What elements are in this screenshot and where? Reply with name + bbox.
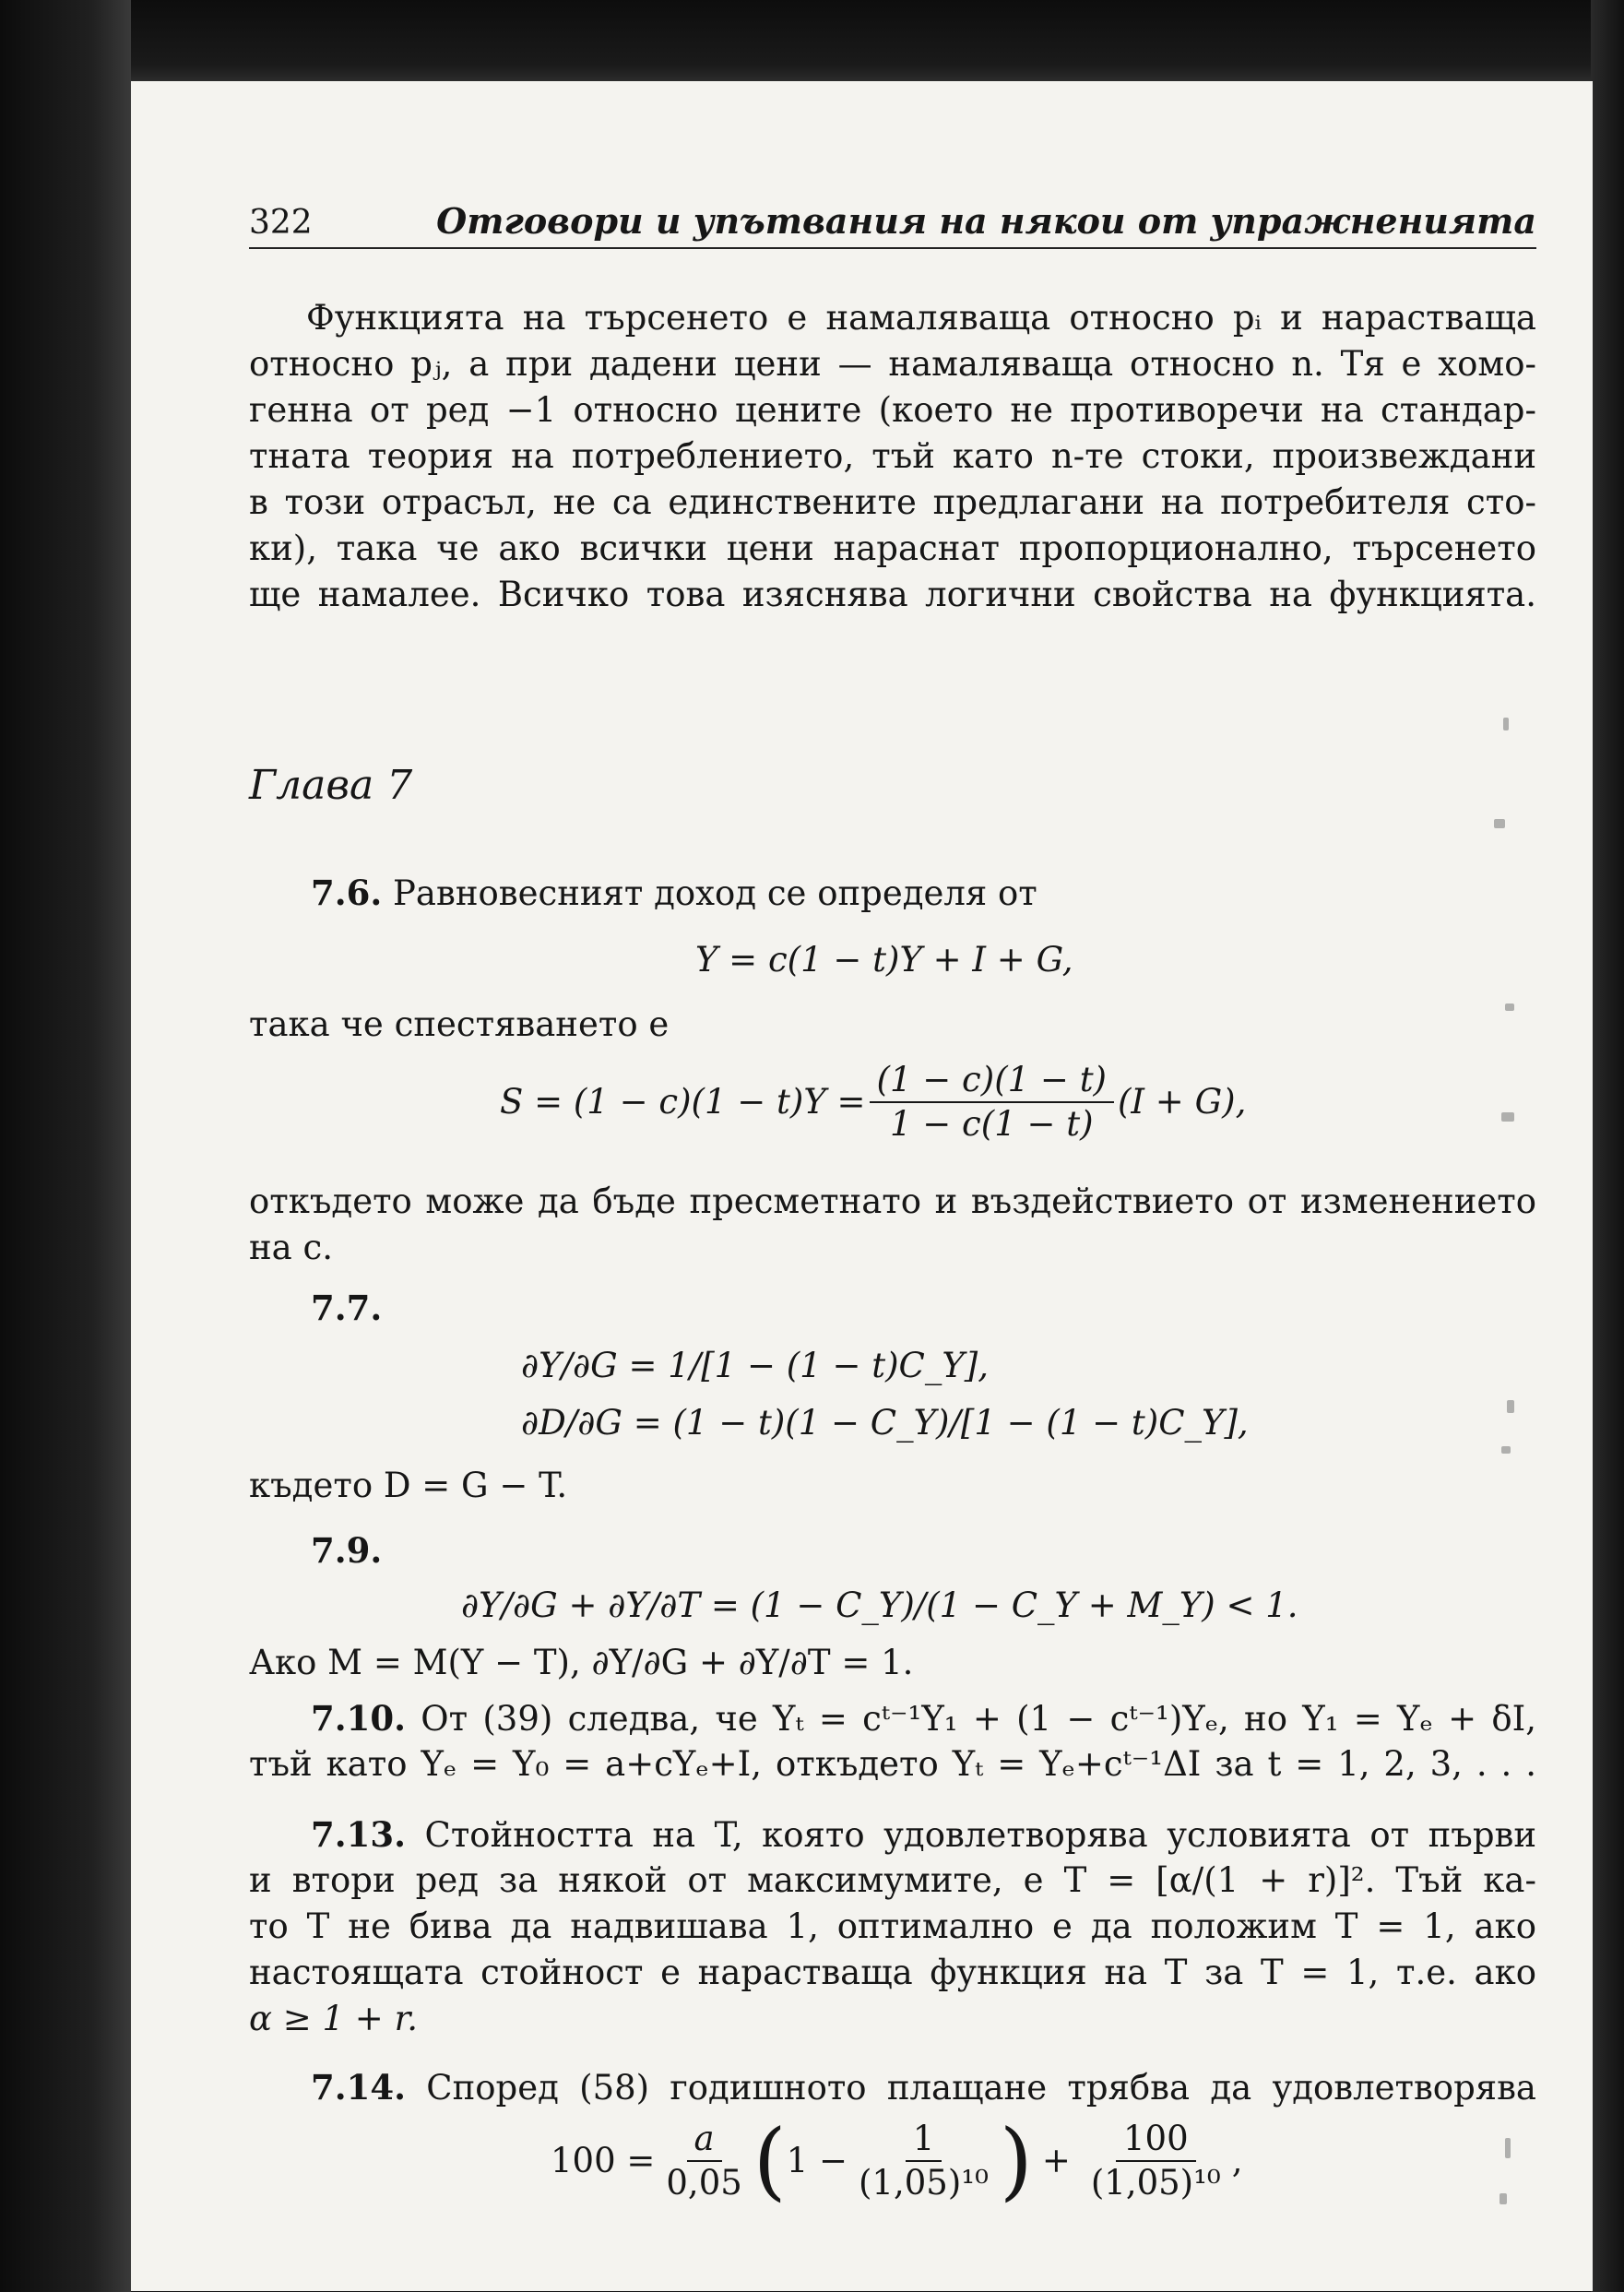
intro-line: в този отрасъл, не са единствените предлагани на потребителя сто-: [249, 482, 1536, 522]
running-title: Отговори и упътвания на някои от упражненията: [436, 200, 1536, 242]
eq-annuity-one: 1 −: [786, 2141, 848, 2180]
exercise-7-10-line2: тъй като Yₑ = Y₀ = a+cYₑ+I, откъдето Yₜ = Yₑ+cᵗ⁻¹ΔI за t = 1, 2, 3, . . .: [249, 1744, 1536, 1784]
equation-annuity: [551, 2111, 1243, 2210]
exercise-7-13-line: настоящата стойност е нарастваща функция на T за T = 1, т.е. ако: [249, 1953, 1536, 1992]
eq-savings-fraction: [870, 1059, 1114, 1146]
scan-speck: [1494, 819, 1505, 828]
exercise-text: От (39) следва, че Yₜ = cᵗ⁻¹Y₁ + (1 − cᵗ⁻¹)Yₑ, но Y₁ = Yₑ + δI,: [421, 1699, 1537, 1739]
text-if-M: Ако M = M(Y − T), ∂Y/∂G + ∂Y/∂T = 1.: [249, 1643, 914, 1682]
paren-close: ): [999, 2111, 1033, 2210]
intro-line: тната теория на потреблението, тъй като n-те стоки, произвеждани: [249, 436, 1536, 476]
equation-savings: [500, 1059, 1246, 1146]
exercise-7-13-line1: [249, 1811, 1536, 1859]
scan-border-top: [0, 0, 1624, 81]
text-where-D: където D = G − T.: [249, 1466, 568, 1505]
fraction-numerator: a: [687, 2118, 722, 2162]
equation-multiplier-sum: ∂Y/∂G + ∂Y/∂T = (1 − C_Y)/(1 − C_Y + M_Y) < 1.: [461, 1585, 1298, 1625]
scan-speck: [1503, 718, 1509, 730]
scan-speck: [1507, 1400, 1514, 1413]
fraction-denominator: (1,05)¹⁰: [1090, 2163, 1221, 2203]
fraction-denominator: 1 − c(1 − t): [889, 1104, 1094, 1144]
eq-annuity-fraction-principal: [1084, 2118, 1228, 2204]
exercise-label: 7.9.: [311, 1530, 383, 1571]
fraction-numerator: 100: [1116, 2118, 1196, 2162]
intro-line: относно pⱼ, а при дадени цени — намаляваща относно n. Тя е хомо-: [249, 344, 1536, 384]
fraction-denominator: (1,05)¹⁰: [859, 2163, 989, 2203]
fraction-numerator: 1: [906, 2118, 942, 2162]
exercise-label: 7.10.: [311, 1698, 406, 1739]
scan-speck: [1501, 1112, 1514, 1122]
exercise-7-10-line1: [249, 1695, 1536, 1742]
exercise-text: Според (58) годишното плащане трябва да удовлетворява: [426, 2068, 1536, 2108]
eq-savings-right: (I + G),: [1118, 1082, 1247, 1122]
exercise-label: 7.14.: [311, 2067, 406, 2108]
text-impact-end: на c.: [249, 1228, 333, 1267]
exercise-text: Стойността на T, която удовлетворява условията от първи: [424, 1815, 1536, 1855]
exercise-7-13-line: и втори ред за някой от максимумите, е T = [α/(1 + r)]². Тъй ка-: [249, 1860, 1536, 1900]
equation-income: Y = c(1 − t)Y + I + G,: [695, 940, 1073, 980]
intro-line: Функцията на търсенето е намаляваща относно pᵢ и нарастваща: [306, 298, 1536, 338]
page-header: [249, 199, 1536, 249]
text-impact: откъдето може да бъде пресметнато и въздействието от изменението: [249, 1182, 1536, 1221]
intro-line: ще намалее. Всичко това изяснява логични свойства на функцията.: [249, 575, 1536, 614]
eq-annuity-fraction-a: [658, 2118, 749, 2204]
scan-border-left: [0, 0, 131, 2292]
text-savings: така че спестяването е: [249, 1004, 670, 1044]
exercise-label: 7.13.: [311, 1814, 406, 1855]
exercise-7-13-last: α ≥ 1 + r.: [249, 1999, 418, 2038]
scan-speck: [1505, 1003, 1514, 1011]
scan-speck: [1501, 1446, 1511, 1454]
exercise-7-13-line: то T не бива да надвишава 1, оптимално е да положим T = 1, ако: [249, 1906, 1536, 1946]
paren-open: (: [753, 2111, 787, 2210]
scan-speck: [1500, 2193, 1507, 2204]
exercise-7-14: [249, 2064, 1536, 2111]
exercise-label: 7.7.: [311, 1288, 383, 1328]
fraction-numerator: (1 − c)(1 − t): [870, 1059, 1114, 1103]
scan-speck: [1505, 2138, 1511, 2158]
intro-line: ки), така че ако всички цени нараснат пропорционално, търсенето: [249, 528, 1536, 568]
equation-dDdG: ∂D/∂G = (1 − t)(1 − C_Y)/[1 − (1 − t)C_Y],: [521, 1403, 1249, 1443]
equation-dYdG: ∂Y/∂G = 1/[1 − (1 − t)C_Y],: [521, 1346, 989, 1385]
fraction-denominator: 0,05: [666, 2163, 742, 2203]
exercise-text: Равновесният доход се определя от: [393, 873, 1037, 913]
intro-line: генна от ред −1 относно цените (което не противоречи на стандар-: [249, 390, 1536, 430]
exercise-label: 7.6.: [311, 873, 383, 913]
book-page: [131, 81, 1593, 2291]
eq-annuity-tail: ,: [1231, 2141, 1243, 2180]
chapter-title: Глава 7: [249, 762, 413, 809]
exercise-7-6: [311, 870, 1593, 917]
eq-annuity-lhs: 100 =: [551, 2141, 656, 2180]
page-number: 322: [249, 204, 313, 242]
eq-annuity-fraction-discount: [851, 2118, 996, 2204]
eq-savings-left: S = (1 − c)(1 − t)Y =: [500, 1082, 866, 1122]
scan-border-right: [1591, 0, 1624, 2292]
eq-annuity-plus: +: [1041, 2141, 1071, 2180]
